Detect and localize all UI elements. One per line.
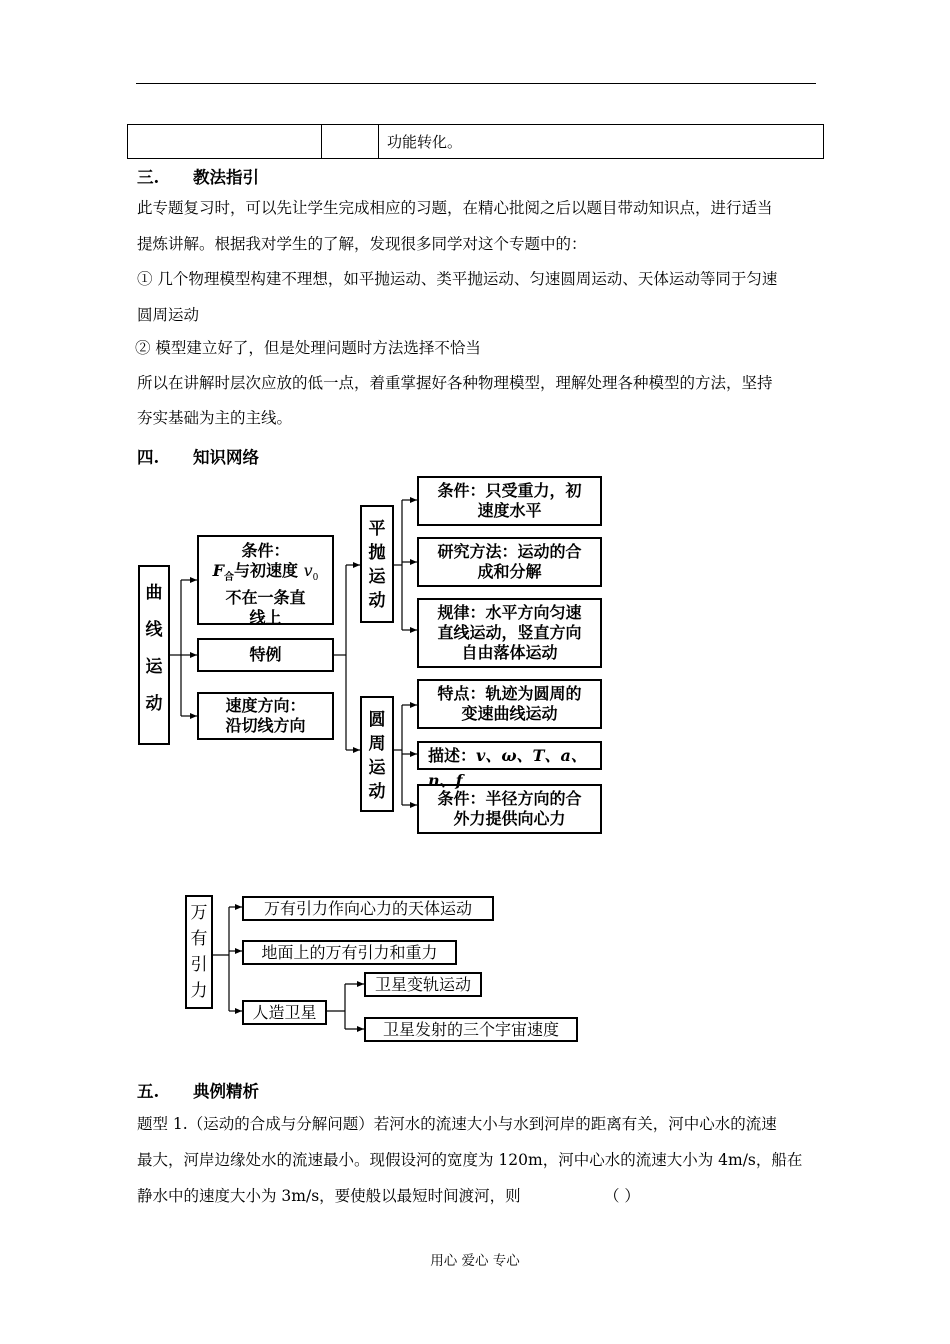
box-char: 动 <box>368 591 386 611</box>
box-line: 速度水平 <box>477 501 542 520</box>
projectile-method-box <box>417 537 602 587</box>
projectile-law-box <box>417 598 602 668</box>
curvilinear-motion-root <box>138 565 170 745</box>
special-case-box: 特例 <box>197 638 334 672</box>
section-heading-5 <box>137 1078 259 1102</box>
box-line: 变速曲线运动 <box>461 704 558 723</box>
section-title: 教法指引 <box>193 168 259 187</box>
box-line: 条件：只受重力，初 <box>437 481 582 500</box>
velocity-direction-box <box>197 692 334 740</box>
condition-mid: 与初速度 <box>233 561 298 580</box>
root-char: 动 <box>145 694 163 714</box>
gravitation-root <box>185 895 213 1009</box>
box-line: 自由落体运动 <box>461 643 558 662</box>
circular-condition-box <box>417 784 602 834</box>
satellite-box: 人造卫星 <box>242 1000 327 1025</box>
example-line: 静水中的速度大小为 3m/s，要使般以最短时间渡河，则 <box>137 1187 521 1205</box>
section-number: 四. <box>137 448 160 467</box>
section-number: 三. <box>137 168 160 187</box>
projectile-condition-box <box>417 476 602 526</box>
box-line: 特点：轨迹为圆周的 <box>437 684 582 703</box>
velocity-line: 沿切线方向 <box>225 716 306 735</box>
condition-line3: 线上 <box>249 608 282 628</box>
box-char: 抛 <box>368 543 386 563</box>
box-line: 条件：半径方向的合 <box>437 789 582 808</box>
velocity-line: 速度方向： <box>225 696 306 715</box>
box-line: 研究方法：运动的合 <box>437 542 582 561</box>
circular-motion-box <box>360 696 394 812</box>
root-char: 曲 <box>145 583 163 603</box>
velocity-subscript: 0 <box>312 573 319 584</box>
root-char: 万 <box>190 903 208 923</box>
paragraph-line: 所以在讲解时层次应放的低一点，着重掌握好各种物理模型，理解处理各种模型的方法，坚持 <box>137 374 773 392</box>
force-subscript: 合 <box>223 572 234 584</box>
root-char: 运 <box>145 657 163 677</box>
section-number: 五. <box>137 1082 160 1101</box>
table-cell: 功能转化。 <box>379 125 824 159</box>
section-title: 典例精析 <box>193 1082 259 1101</box>
condition-title: 条件： <box>241 541 290 560</box>
root-char: 力 <box>190 981 208 1001</box>
box-line: 直线运动，竖直方向 <box>437 623 582 642</box>
section-title: 知识网络 <box>193 448 259 467</box>
circular-description-box <box>417 741 602 790</box>
example-line: 题型 1.（运动的合成与分解问题）若河水的流速大小与水到河岸的距离有关，河中心水的流速 <box>137 1115 777 1133</box>
description-label: 描述： <box>428 746 477 765</box>
box-char: 平 <box>368 519 386 539</box>
description-symbols: v、ω、T、a、n、f <box>428 746 587 790</box>
box-char: 动 <box>368 782 386 802</box>
paragraph-line: 提炼讲解。根据我对学生的了解，发现很多同学对这个专题中的： <box>137 235 587 253</box>
box-char: 圆 <box>368 710 386 730</box>
paragraph-line: 夯实基础为主的主线。 <box>137 409 293 427</box>
celestial-motion-box: 万有引力作向心力的天体运动 <box>242 896 494 921</box>
projectile-motion-box <box>360 505 394 623</box>
root-char: 引 <box>190 955 208 975</box>
paragraph-line: ① 几个物理模型构建不理想，如平抛运动、类平抛运动、匀速圆周运动、天体运动等同于匀速 <box>137 270 778 288</box>
ground-gravity-box: 地面上的万有引力和重力 <box>242 940 457 965</box>
force-symbol: F <box>212 561 224 580</box>
box-line: 外力提供向心力 <box>453 809 566 828</box>
condition-box <box>197 535 334 628</box>
box-line: 规律：水平方向匀速 <box>437 603 582 622</box>
condition-line2: 不在一条直 <box>225 588 306 608</box>
root-char: 有 <box>190 929 208 949</box>
answer-bracket: （ ） <box>604 1187 640 1205</box>
footer-text: 用心 爱心 专心 <box>430 1253 520 1269</box>
circular-feature-box <box>417 679 602 729</box>
box-char: 运 <box>368 758 386 778</box>
box-char: 周 <box>368 734 386 754</box>
paragraph-line: 此专题复习时，可以先让学生完成相应的习题，在精心批阅之后以题目带动知识点，进行适当 <box>137 199 773 217</box>
condition-line1 <box>199 561 332 588</box>
cosmic-velocity-box: 卫星发射的三个宇宙速度 <box>364 1017 578 1042</box>
paragraph-line: ② 模型建立好了，但是处理问题时方法选择不恰当 <box>135 339 481 357</box>
box-line: 成和分解 <box>477 562 542 581</box>
velocity-symbol: v <box>303 561 313 580</box>
root-char: 线 <box>145 620 163 640</box>
orbit-change-box: 卫星变轨运动 <box>364 972 482 997</box>
box-char: 运 <box>368 567 386 587</box>
example-line: 最大，河岸边缘处水的流速最小。现假设河的宽度为 120m，河中心水的流速大小为 4m/s，船在 <box>137 1151 803 1169</box>
paragraph-line: 圆周运动 <box>137 306 200 324</box>
